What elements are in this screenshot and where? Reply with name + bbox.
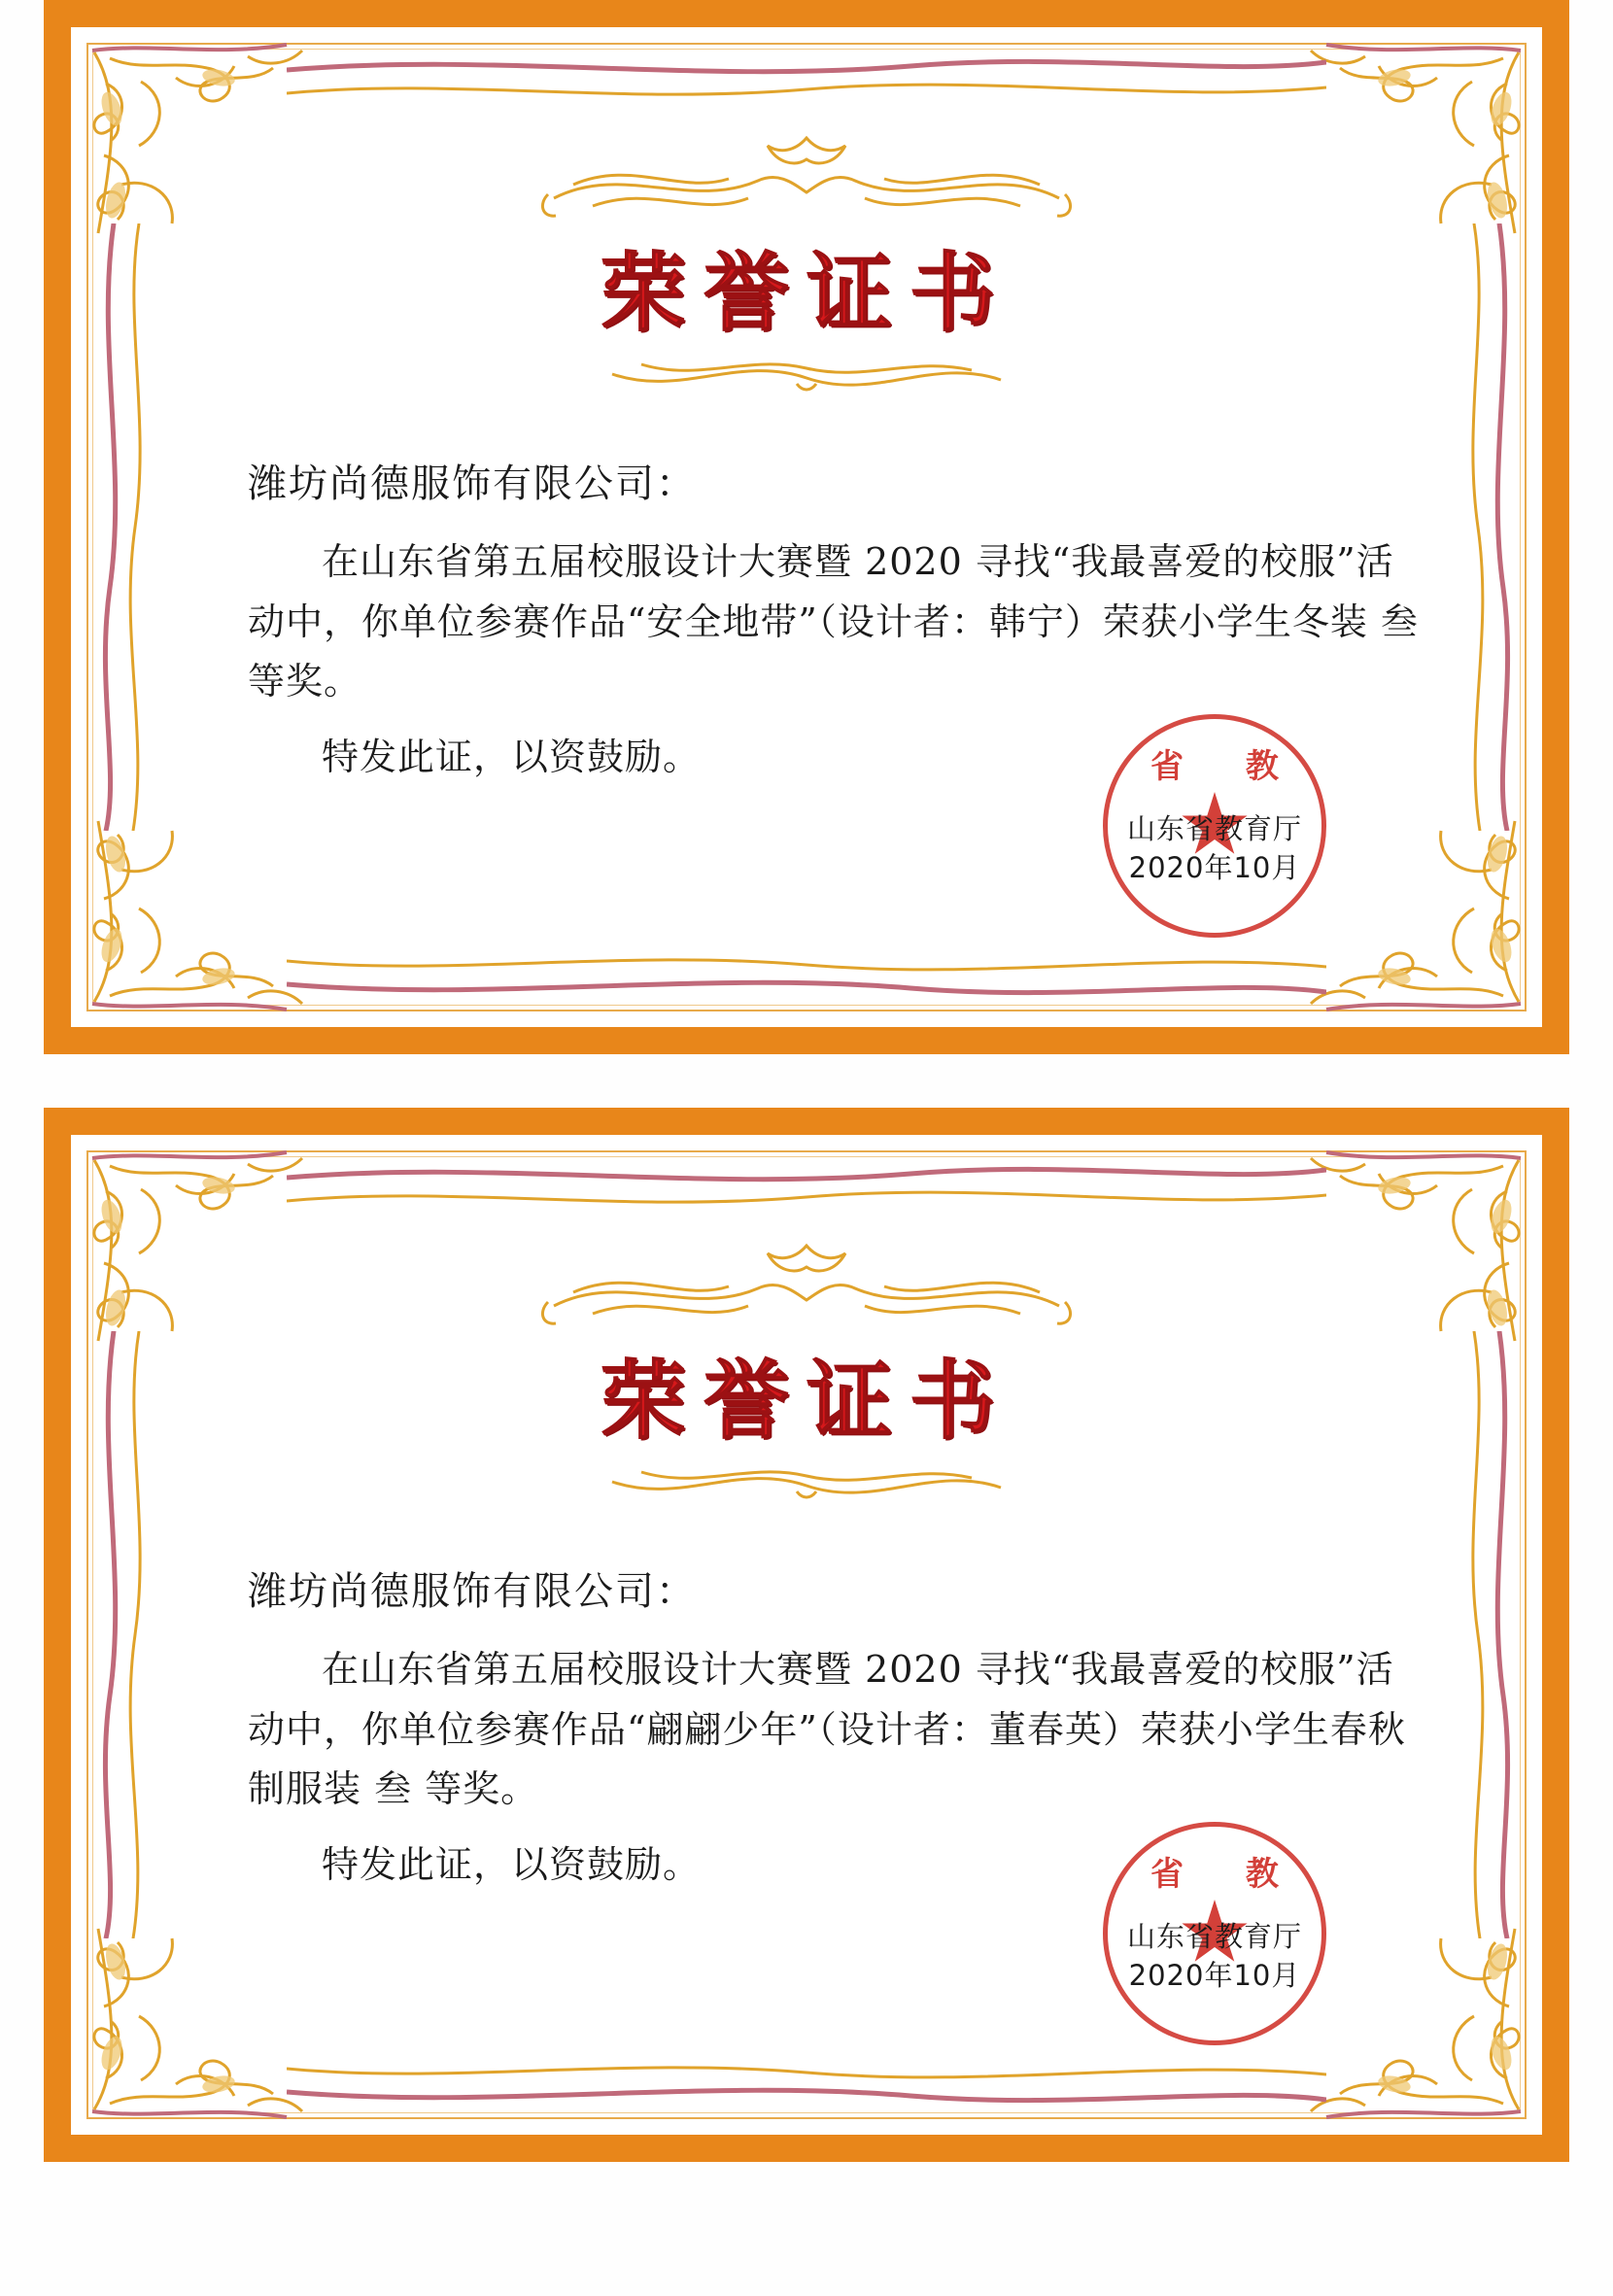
certificate-2 (44, 1108, 1569, 2162)
seal-arc-text: 省 教 (1150, 1855, 1304, 1894)
certificate-title: 荣誉证书 (600, 1350, 1012, 1451)
seal-date: 2020年10月 (1128, 1959, 1301, 1992)
official-seal (1103, 714, 1326, 938)
award-statement: 在山东省第五届校服设计大赛暨 2020 寻找“我最喜爱的校服”活动中，你单位参赛作品“翩翩少年”（设计者：董春英）荣获小学生春秋制服装 叁 等奖。 (248, 1648, 1406, 1811)
award-statement: 在山东省第五届校服设计大赛暨 2020 寻找“我最喜爱的校服”活动中，你单位参赛作品“安全地带”（设计者：韩宁）荣获小学生冬装 叁 等奖。 (248, 540, 1419, 703)
closing-statement: 特发此证，以资鼓励。 (322, 1842, 702, 1886)
seal-arc-text: 省 教 (1150, 747, 1304, 786)
certificate-1 (44, 0, 1569, 1054)
official-seal (1103, 1822, 1326, 2045)
seal-date: 2020年10月 (1128, 851, 1301, 884)
recipient-name: 潍坊尚德服饰有限公司： (248, 1569, 697, 1614)
seal-issuer: 山东省教育厅 (1126, 1920, 1302, 1953)
certificate-title: 荣誉证书 (600, 242, 1012, 343)
recipient-name: 潍坊尚德服饰有限公司： (248, 462, 697, 506)
seal-issuer: 山东省教育厅 (1126, 812, 1302, 845)
closing-statement: 特发此证，以资鼓励。 (322, 735, 702, 778)
